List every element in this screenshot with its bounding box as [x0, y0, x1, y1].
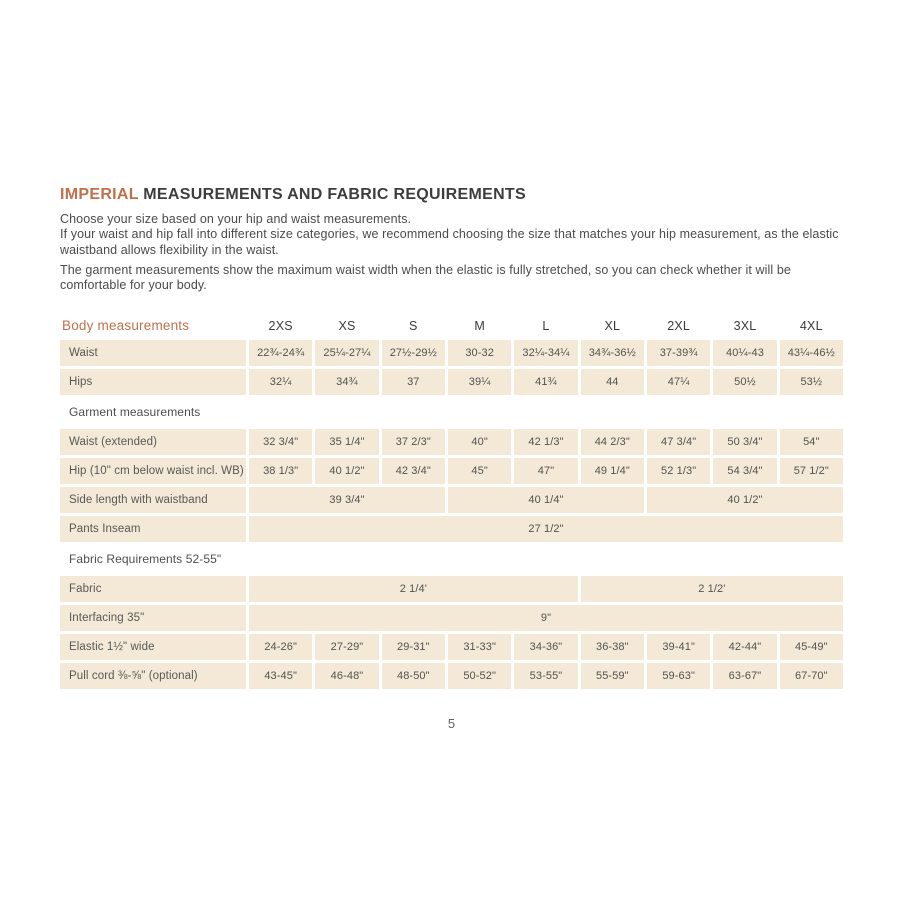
merged-value-cell: 9": [249, 605, 843, 631]
size-column-header: 4XL: [799, 318, 823, 333]
row-label: Waist: [60, 340, 246, 366]
value-cell: 42-44": [713, 634, 776, 660]
value-cell: 22¾-24¾: [249, 340, 312, 366]
size-column-header: 2XL: [667, 318, 691, 333]
value-cell: 34¾-36½: [581, 340, 644, 366]
size-column-header: XL: [604, 318, 621, 333]
value-cell: 34-36": [514, 634, 577, 660]
merged-value-cell: 39 3/4": [249, 487, 445, 513]
value-cell: 30-32: [448, 340, 511, 366]
value-cell: 53½: [780, 369, 843, 395]
value-cell: 39-41": [647, 634, 710, 660]
row-label: Hips: [60, 369, 246, 395]
value-cell: 39¼: [448, 369, 511, 395]
value-cell: 54 3/4": [713, 458, 776, 484]
value-cell: 43¼-46½: [780, 340, 843, 366]
row-label: Fabric: [60, 576, 246, 602]
table-header-label: Body measurements: [62, 318, 190, 334]
value-cell: 42 1/3": [514, 429, 577, 455]
value-cell: 42 3/4": [382, 458, 445, 484]
value-cell: 40": [448, 429, 511, 455]
value-cell: 49 1/4": [581, 458, 644, 484]
value-cell: 59-63": [647, 663, 710, 689]
page-title: [60, 186, 843, 204]
intro-paragraph: Choose your size based on your hip and waist measurements.: [60, 212, 412, 226]
size-column-header: 2XS: [268, 318, 293, 333]
row-label: Interfacing 35": [60, 605, 246, 631]
merged-value-cell: 27 1/2": [249, 516, 843, 542]
size-column-header: 3XL: [733, 318, 757, 333]
value-cell: 41¾: [514, 369, 577, 395]
value-cell: 57 1/2": [780, 458, 843, 484]
value-cell: 47¼: [647, 369, 710, 395]
size-column-header: L: [542, 318, 550, 333]
row-label: Elastic 1½" wide: [60, 634, 246, 660]
value-cell: 50½: [713, 369, 776, 395]
value-cell: 52 1/3": [647, 458, 710, 484]
value-cell: 25¼-27¼: [315, 340, 378, 366]
value-cell: 55-59": [581, 663, 644, 689]
value-cell: 37: [382, 369, 445, 395]
row-label: Pull cord ⅜-⅝" (optional): [60, 663, 246, 689]
row-label: Pants Inseam: [60, 516, 246, 542]
value-cell: 47": [514, 458, 577, 484]
merged-value-cell: 40 1/4": [448, 487, 644, 513]
intro-paragraph: If your waist and hip fall into different size categories, we recommend choosing the size that matches your hip measurement, as the elastic waistband allows flexibility in the waist.: [60, 227, 839, 257]
value-cell: 36-38": [581, 634, 644, 660]
value-cell: 53-55": [514, 663, 577, 689]
section-label: Fabric Requirements 52-55": [69, 552, 222, 567]
value-cell: 37-39¾: [647, 340, 710, 366]
value-cell: 32 3/4": [249, 429, 312, 455]
value-cell: 63-67": [713, 663, 776, 689]
value-cell: 29-31": [382, 634, 445, 660]
size-column-header: S: [409, 318, 418, 333]
page-title-accent: IMPERIAL: [60, 186, 139, 203]
value-cell: 32¼-34¼: [514, 340, 577, 366]
value-cell: 47 3/4": [647, 429, 710, 455]
page-title-rest: MEASUREMENTS AND FABRIC REQUIREMENTS: [138, 186, 526, 203]
merged-value-cell: 2 1/2': [581, 576, 843, 602]
value-cell: 43-45": [249, 663, 312, 689]
value-cell: 44 2/3": [581, 429, 644, 455]
size-column-header: M: [474, 318, 485, 333]
value-cell: 48-50": [382, 663, 445, 689]
value-cell: 34¾: [315, 369, 378, 395]
value-cell: 38 1/3": [249, 458, 312, 484]
intro-paragraph: The garment measurements show the maximum waist width when the elastic is fully stretched, so you can check whether it will be comfortable for your body.: [60, 262, 791, 293]
measurement-table: [60, 314, 843, 689]
value-cell: 31-33": [448, 634, 511, 660]
page-content: [60, 186, 843, 731]
page-number: 5: [447, 716, 456, 732]
value-cell: 46-48": [315, 663, 378, 689]
value-cell: 37 2/3": [382, 429, 445, 455]
value-cell: 45-49": [780, 634, 843, 660]
size-column-header: XS: [338, 318, 356, 333]
merged-value-cell: 40 1/2": [647, 487, 843, 513]
value-cell: 27½-29½: [382, 340, 445, 366]
value-cell: 40 1/2": [315, 458, 378, 484]
value-cell: 54": [780, 429, 843, 455]
value-cell: 67-70": [780, 663, 843, 689]
value-cell: 27-29": [315, 634, 378, 660]
value-cell: 35 1/4": [315, 429, 378, 455]
value-cell: 50-52": [448, 663, 511, 689]
value-cell: 44: [581, 369, 644, 395]
row-label: Waist (extended): [60, 429, 246, 455]
value-cell: 50 3/4": [713, 429, 776, 455]
row-label: Side length with waistband: [60, 487, 246, 513]
row-label: Hip (10" cm below waist incl. WB): [60, 458, 246, 484]
section-label: Garment measurements: [69, 405, 201, 420]
merged-value-cell: 2 1/4': [249, 576, 578, 602]
intro-text: [60, 212, 843, 293]
value-cell: 45": [448, 458, 511, 484]
value-cell: 32¼: [249, 369, 312, 395]
value-cell: 24-26": [249, 634, 312, 660]
value-cell: 40¼-43: [713, 340, 776, 366]
